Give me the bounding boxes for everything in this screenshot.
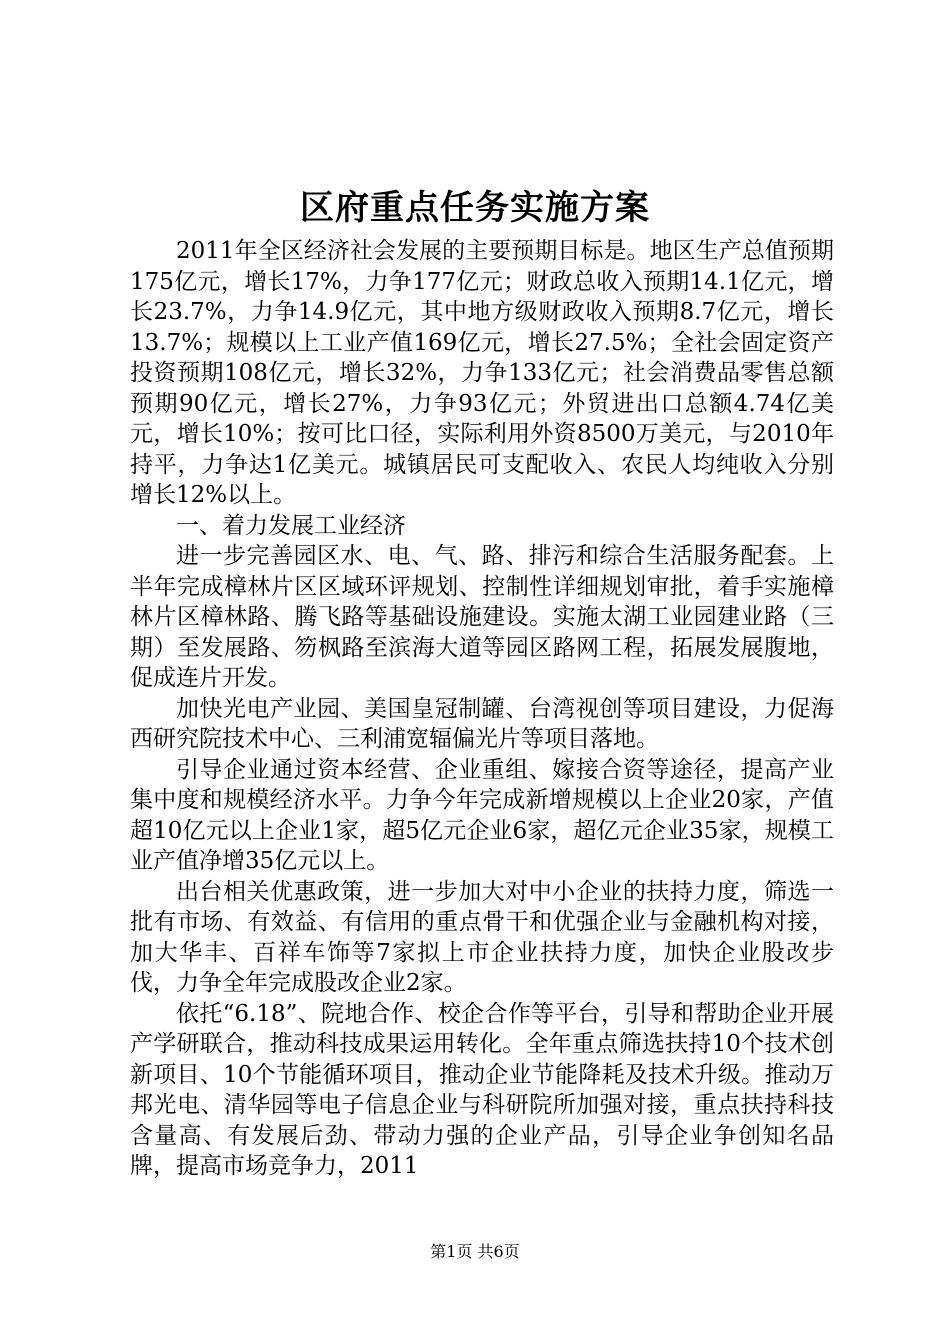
document-title: 区府重点任务实施方案	[300, 188, 650, 228]
paragraph-innovation: 依托“6.18”、院地合作、校企合作等平台，引导和帮助企业开展产学研联合，推动科技成果运用转化。全年重点筛选扶持10个技术创新项目、10个节能循环项目，推动企业节能降耗及技术升级。推动万邦光电、清华园等电子信息企业与科研院所加强对接，重点扶持科技含量高、有发展后劲、带动力强的企业产品，引导企业争创知名品牌，提高市场竞争力，2011	[130, 1000, 834, 1179]
paragraph-park-infrastructure: 进一步完善园区水、电、气、路、排污和综合生活服务配套。上半年完成樟林片区区域环评规划、控制性详细规划审批，着手实施樟林片区樟林路、腾飞路等基础设施建设。实施太湖工业园建业路（三期）至发展路、笏枫路至滨海大道等园区路网工程，拓展发展腹地，促成连片开发。	[130, 543, 834, 691]
section-heading-industry: 一、着力发展工业经济	[176, 512, 406, 539]
paragraph-enterprise-scale: 引导企业通过资本经营、企业重组、嫁接合资等途径，提高产业集中度和规模经济水平。力争今年完成新增规模以上企业20家，产值超10亿元以上企业1家，超5亿元企业6家，超亿元企业35家，规模工业产值净增35亿元以上。	[130, 756, 834, 874]
paragraph-targets: 2011年全区经济社会发展的主要预期目标是。地区生产总值预期175亿元，增长17%，力争177亿元；财政总收入预期14.1亿元，增长23.7%，力争14.9亿元，其中地方级财政收入预期8.7亿元，增长13.7%；规模以上工业产值169亿元，增长27.5%；全社会固定资产投资预期108亿元，增长32%，力争133亿元；社会消费品零售总额预期90亿元，增长27%，力争93亿元；外贸进出口总额4.74亿美元，增长10%；按可比口径，实际利用外资8500万美元，与2010年持平，力争达1亿美元。城镇居民可支配收入、农民人均纯收入分别增长12%以上。	[130, 238, 834, 508]
paragraph-projects: 加快光电产业园、美国皇冠制罐、台湾视创等项目建设，力促海西研究院技术中心、三利浦宽辐偏光片等项目落地。	[130, 695, 834, 752]
page-footer: 第1页 共6页	[430, 1242, 520, 1261]
document-body	[130, 236, 834, 1182]
paragraph-sme-support: 出台相关优惠政策，进一步加大对中小企业的扶持力度，筛选一批有市场、有效益、有信用的重点骨干和优强企业与金融机构对接，加大华丰、百祥车饰等7家拟上市企业扶持力度，加快企业股改步伐，力争全年完成股改企业2家。	[130, 878, 834, 996]
